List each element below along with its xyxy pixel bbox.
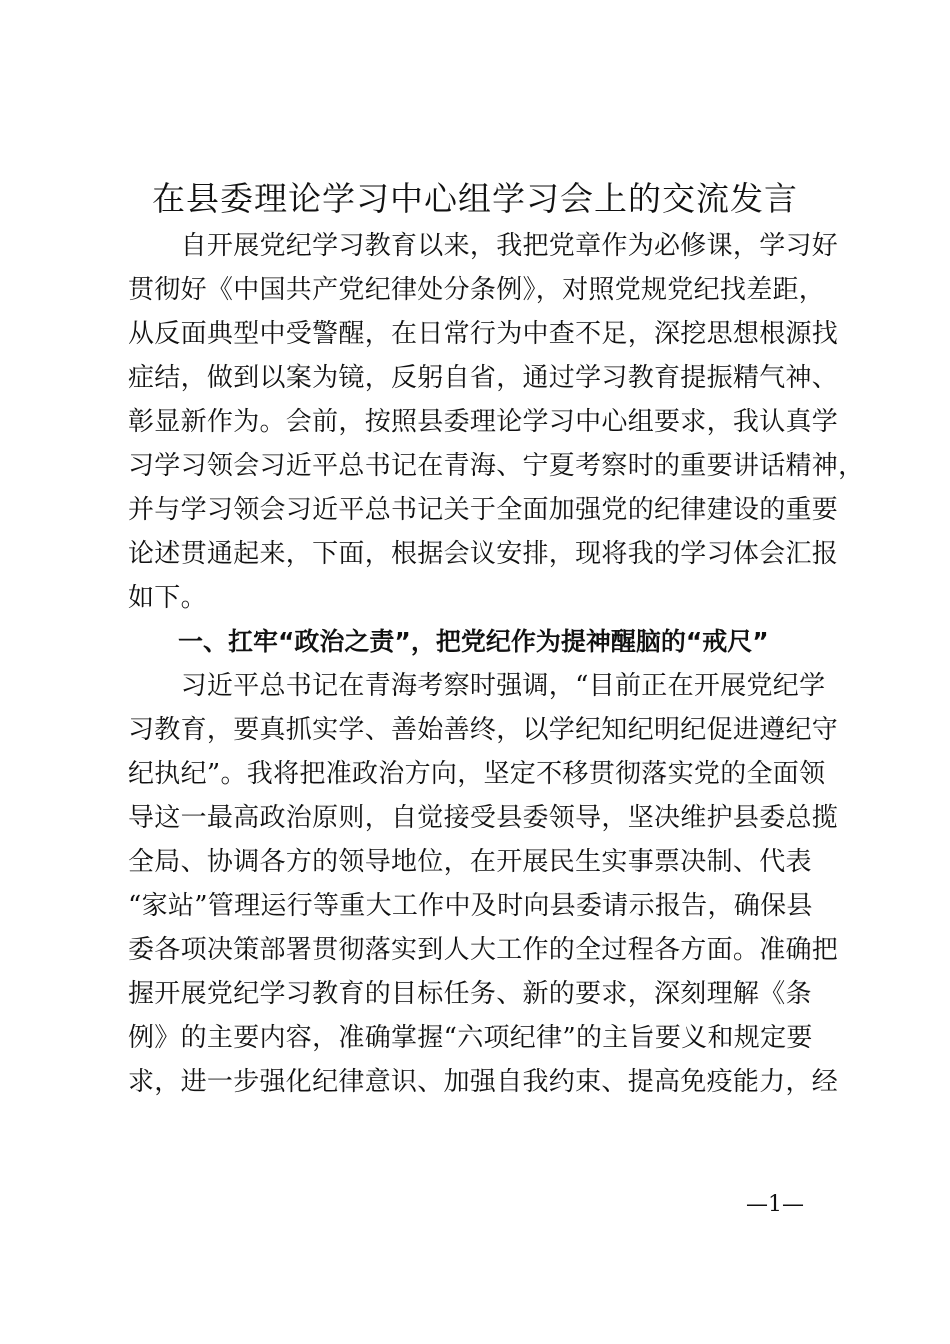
paragraph-line: 从反面典型中受警醒，在日常行为中查不足，深挖思想根源找 — [128, 319, 839, 349]
paragraph-line: 导这一最高政治原则，自觉接受县委领导，坚决维护县委总揽 — [128, 803, 839, 833]
paragraph-line: 例》的主要内容，准确掌握“六项纪律”的主旨要义和规定要 — [128, 1023, 813, 1053]
paragraph-line: 彰显新作为。会前，按照县委理论学习中心组要求，我认真学 — [128, 407, 839, 437]
paragraph-line: 握开展党纪学习教育的目标任务、新的要求，深刻理解《条 — [128, 979, 812, 1009]
document-title: 在县委理论学习中心组学习会上的交流发言 — [152, 179, 798, 218]
paragraph-line: 习近平总书记在青海考察时强调，“目前正在开展党纪学 — [128, 671, 826, 701]
page-number: —1— — [746, 1192, 804, 1217]
paragraph-line: “家站”管理运行等重大工作中及时向县委请示报告，确保县 — [128, 891, 813, 921]
section-heading: 一、扛牢“政治之责”，把党纪作为提神醒脑的“戒尺” — [128, 627, 769, 656]
paragraph-line: 纪执纪”。我将把准政治方向，坚定不移贯彻落实党的全面领 — [128, 759, 826, 789]
paragraph-line: 症结，做到以案为镜，反躬自省，通过学习教育提振精气神、 — [128, 363, 839, 393]
paragraph-line: 自开展党纪学习教育以来，我把党章作为必修课，学习好 — [128, 231, 839, 261]
paragraph-line: 委各项决策部署贯彻落实到人大工作的全过程各方面。准确把 — [128, 935, 839, 965]
paragraph-line: 习教育，要真抓实学、善始善终，以学纪知纪明纪促进遵纪守 — [128, 715, 839, 745]
paragraph-line: 如下。 — [128, 583, 207, 613]
paragraph-line: 贯彻好《中国共产党纪律处分条例》，对照党规党纪找差距， — [128, 275, 826, 305]
paragraph-line: 论述贯通起来，下面，根据会议安排，现将我的学习体会汇报 — [128, 539, 839, 569]
paragraph-line: 习学习领会习近平总书记在青海、宁夏考察时的重要讲话精神， — [128, 451, 865, 481]
paragraph-line: 全局、协调各方的领导地位，在开展民生实事票决制、代表 — [128, 847, 812, 877]
paragraph-line: 求，进一步强化纪律意识、加强自我约束、提高免疫能力，经 — [128, 1067, 839, 1097]
paragraph-line: 并与学习领会习近平总书记关于全面加强党的纪律建设的重要 — [128, 495, 839, 525]
